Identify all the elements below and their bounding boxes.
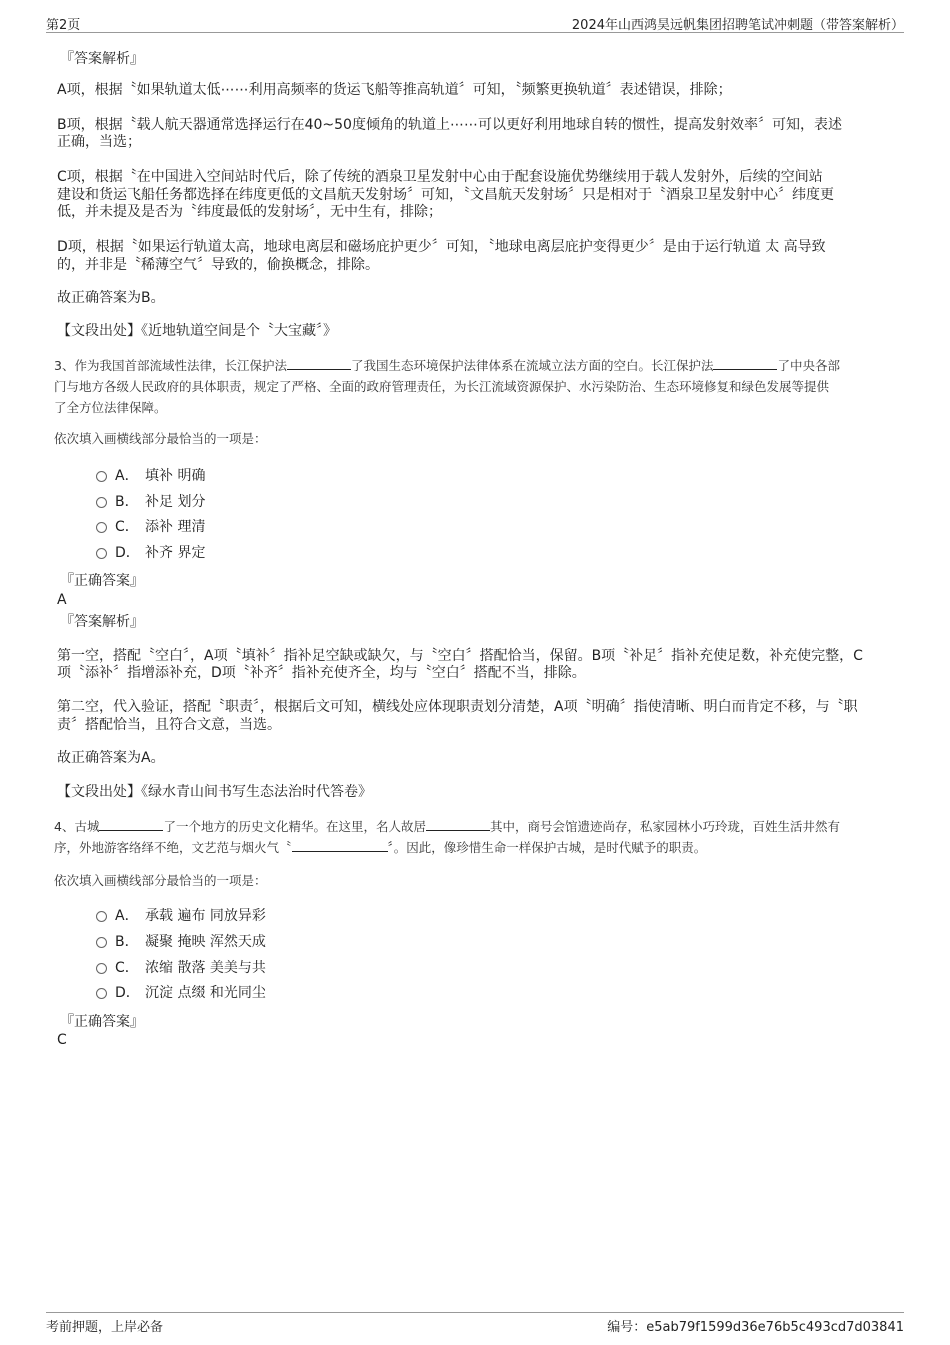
q4-prompt: 依次填入画横线部分最恰当的一项是： bbox=[54, 873, 267, 888]
q3-option-c[interactable]: C． 添补 理清 bbox=[96, 518, 205, 536]
q3-analysis-2: 项〝添补〞指增添补充，D项〝补齐〞指补充使齐全，均与〝空白〞搭配不当，排除。 bbox=[57, 665, 586, 681]
document-title: 2024年山西鸿昊远帆集团招聘笔试冲刺题（带答案解析） bbox=[571, 18, 904, 33]
q3-option-a[interactable]: A． 填补 明确 bbox=[96, 467, 205, 485]
question-4-stem bbox=[54, 816, 914, 858]
conclusion: 故正确答案为B。 bbox=[57, 290, 165, 306]
analysis-line-c1: C项，根据〝在中国进入空间站时代后，除了传统的酒泉卫星发射中心由于配套设施优势继续用于载人发射外，后续的空间站 bbox=[57, 169, 823, 185]
source-citation: 【文段出处】《近地轨道空间是个〝大宝藏〞》 bbox=[57, 323, 337, 339]
document-id: 编号：e5ab79f1599d36e76b5c493cd7d03841 bbox=[607, 1320, 904, 1335]
q3-analysis-1: 第一空，搭配〝空白〞，A项〝填补〞指补足空缺或缺欠，与〝空白〞搭配恰当，保留。B项〝补足〞指补充使足数，补充使完整，C bbox=[57, 648, 863, 664]
analysis-line-a: A项，根据〝如果轨道太低⋯⋯利用高频率的货运飞船等推高轨道〞可知，〝频繁更换轨道〞表述错误，排除； bbox=[57, 82, 732, 98]
radio-button[interactable] bbox=[96, 471, 107, 482]
q3-text-line-2: 门与地方各级人民政府的具体职责，规定了严格、全面的政府管理责任，为长江流域资源保护、水污染防治、生态环境修复和绿色发展等提供 bbox=[54, 379, 830, 394]
radio-button[interactable] bbox=[96, 522, 107, 533]
q3-text-3: 了中央各部 bbox=[777, 358, 840, 373]
page-footer bbox=[46, 1312, 904, 1337]
q4-blank-1 bbox=[99, 818, 163, 831]
q4-blank-3 bbox=[292, 839, 388, 852]
q3-text-2: 了我国生态环境保护法律体系在流域立法方面的空白。长江保护法 bbox=[350, 358, 714, 373]
analysis-line-b2: 正确，当选； bbox=[57, 134, 141, 150]
q3-option-b[interactable]: B． 补足 划分 bbox=[96, 493, 205, 511]
page-number: 第2页 bbox=[46, 18, 81, 33]
q4-option-c[interactable]: C． 浓缩 散落 美美与共 bbox=[96, 959, 266, 977]
analysis-line-c2: 建设和货运飞船任务都选择在纬度更低的文昌航天发射场〞可知，〝文昌航天发射场〞只是相对于〝酒泉卫星发射中心〞纬度更 bbox=[57, 187, 834, 203]
q4-text-1: 4、古城 bbox=[54, 819, 100, 834]
q3-text-line-3: 了全方位法律保障。 bbox=[54, 400, 167, 415]
q4-text-2: 了一个地方的历史文化精华。在这里，名人故居 bbox=[163, 819, 426, 834]
q4-option-a[interactable]: A． 承载 遍布 同放异彩 bbox=[96, 907, 266, 925]
conclusion: 故正确答案为A。 bbox=[57, 750, 165, 766]
radio-button[interactable] bbox=[96, 497, 107, 508]
radio-button[interactable] bbox=[96, 548, 107, 559]
q3-option-d[interactable]: D． 补齐 界定 bbox=[96, 544, 205, 562]
analysis-line-c3: 低，并未提及是否为〝纬度最低的发射场〞，无中生有，排除； bbox=[57, 204, 442, 220]
radio-button[interactable] bbox=[96, 963, 107, 974]
analysis-heading: 『答案解析』 bbox=[60, 51, 144, 67]
radio-button[interactable] bbox=[96, 988, 107, 999]
footer-slogan: 考前押题，上岸必备 bbox=[46, 1320, 164, 1335]
q3-prompt: 依次填入画横线部分最恰当的一项是： bbox=[54, 431, 267, 446]
q4-option-b[interactable]: B． 凝聚 掩映 浑然天成 bbox=[96, 933, 266, 951]
radio-button[interactable] bbox=[96, 937, 107, 948]
q4-text-4: 序，外地游客络绎不绝，文艺范与烟火气〝 bbox=[54, 840, 292, 855]
page-header bbox=[46, 12, 904, 33]
correct-answer: C bbox=[57, 1032, 67, 1048]
q4-option-d[interactable]: D． 沉淀 点缀 和光同尘 bbox=[96, 984, 266, 1002]
q3-text-1: 3、作为我国首部流域性法律，长江保护法 bbox=[54, 358, 287, 373]
q4-text-3: 其中，商号会馆遗迹尚存，私家园林小巧玲珑，百姓生活井然有 bbox=[489, 819, 840, 834]
correct-answer: A bbox=[57, 592, 67, 608]
analysis-line-d2: 的，并非是〝稀薄空气〞导致的，偷换概念，排除。 bbox=[57, 257, 379, 273]
q4-text-5: 〞。因此，像珍惜生命一样保护古城，是时代赋予的职责。 bbox=[387, 840, 707, 855]
correct-answer-heading: 『正确答案』 bbox=[60, 573, 144, 589]
analysis-line-d1: D项，根据〝如果运行轨道太高，地球电离层和磁场庇护更少〞可知，〝地球电离层庇护变得更少〞是由于运行轨道 太 高导致 bbox=[57, 239, 826, 255]
radio-button[interactable] bbox=[96, 911, 107, 922]
q4-blank-2 bbox=[426, 818, 490, 831]
q3-analysis-3: 第二空，代入验证，搭配〝职责〞，根据后文可知，横线处应体现职责划分清楚，A项〝明确〞指使清晰、明白而肯定不移，与〝职 bbox=[57, 699, 858, 715]
q3-blank-2 bbox=[713, 357, 777, 370]
correct-answer-heading: 『正确答案』 bbox=[60, 1014, 144, 1030]
source-citation: 【文段出处】《绿水青山间书写生态法治时代答卷》 bbox=[57, 784, 372, 800]
q3-analysis-4: 责〞搭配恰当，且符合文意，当选。 bbox=[57, 717, 281, 733]
q3-blank-1 bbox=[287, 357, 351, 370]
question-3-stem bbox=[54, 355, 914, 418]
analysis-heading: 『答案解析』 bbox=[60, 614, 144, 630]
analysis-line-b1: B项，根据〝载人航天器通常选择运行在40~50度倾角的轨道上⋯⋯可以更好利用地球自转的惯性，提高发射效率〞可知，表述 bbox=[57, 117, 842, 133]
